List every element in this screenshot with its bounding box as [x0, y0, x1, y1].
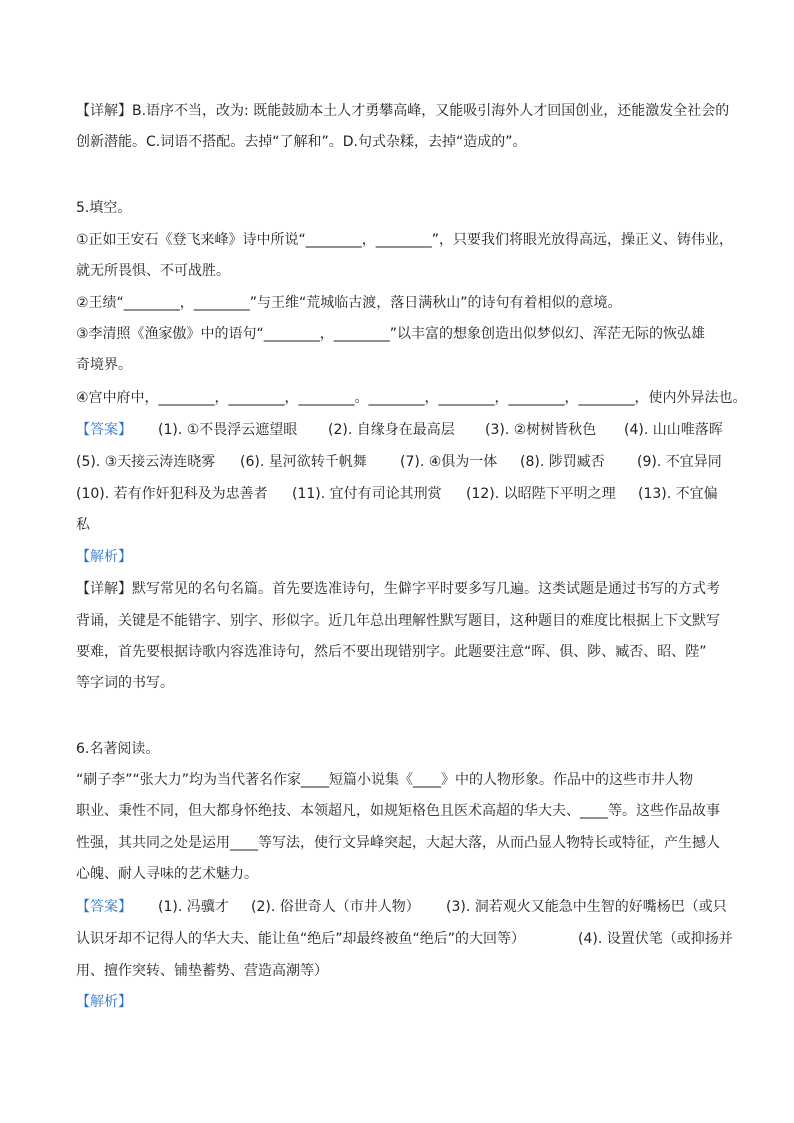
q5-answer-7: (7). ④俱为一体 — [400, 454, 498, 470]
q5-answer-4: (4). 山山唯落晖 — [624, 422, 723, 438]
q6-line-3: 性强，其共同之处是运用____等写法，使行文异峰突起，大起大落，从而凸显人物特长或特征，产生撼人 — [76, 835, 720, 851]
q6-answer-2: (2). 俗世奇人（市井人物） — [251, 899, 420, 915]
q5-title: 5.填空。 — [76, 200, 132, 216]
q5-answer-2: (2). 自缘身在最高层 — [328, 422, 455, 438]
q5-detail-line-2: 背诵，关键是不能错字、别字、形似字。近几年总出理解性默写题目，这种题目的难度比根据上下文默写 — [76, 613, 720, 629]
q5-line-1: ①正如王安石《登飞来峰》诗中所说“________，________”，只要我们将眼光放得高远，操正义、铸伟业， — [76, 232, 734, 248]
q5-answer-label: 【答案】 — [76, 422, 132, 438]
q5-line-5: 奇境界。 — [76, 357, 132, 373]
q6-line-1: “刷子李”“张大力”均为当代著名作家____短篇小说集《____》中的人物形象。作品中的这些市井人物 — [76, 772, 694, 788]
q5-line-6: ④宫中府中，________，________，________。________，________，________，________，使内外异法也。 — [76, 390, 747, 406]
q5-detail-line-4: 等字词的书写。 — [76, 675, 174, 691]
q5-answer-10: (10). 若有作奸犯科及为忠善者 — [76, 486, 268, 502]
q6-title: 6.名著阅读。 — [76, 741, 160, 757]
q5-answer-12: (12). 以昭陛下平明之理 — [466, 486, 616, 502]
q5-line-3: ②王绩“________，________”与王维“荒城临古渡，落日满秋山”的诗句有着相似的意境。 — [76, 295, 622, 311]
q6-answer-label: 【答案】 — [76, 899, 132, 915]
q6-answer-4-cont: 用、擅作突转、铺垫蓄势、营造高潮等） — [76, 963, 328, 979]
q5-answer-13: (13). 不宜偏 — [638, 486, 718, 502]
q6-answer-3-cont: 认识牙却不记得人的华大夫、能让鱼“绝后”却最终被鱼“绝后”的大回等） — [76, 931, 526, 947]
q5-answer-9: (9). 不宜异同 — [637, 454, 722, 470]
q6-line-4: 心魄、耐人寻味的艺术魅力。 — [76, 866, 258, 882]
q6-analysis-label: 【解析】 — [76, 994, 132, 1010]
q5-answer-tail: 私 — [76, 517, 90, 533]
q5-line-4: ③李清照《渔家傲》中的语句“________，________”以丰富的想象创造出似梦似幻、浑茫无际的恢弘雄 — [76, 326, 706, 342]
q6-answer-4: (4). 设置伏笔（或抑扬并 — [578, 931, 733, 947]
prev-detail-line-2: 创新潜能。C.词语不搭配。去掉“了解和”。D.句式杂糅，去掉“造成的”。 — [76, 134, 527, 150]
q5-detail-line-3: 要难，首先要根据诗歌内容选准诗句，然后不要出现错别字。此题要注意“晖、俱、陟、臧否、昭、陛” — [76, 644, 707, 660]
q5-answer-5: (5). ③天接云涛连晓雾 — [76, 454, 216, 470]
q5-answer-1: (1). ①不畏浮云遮望眼 — [158, 422, 298, 438]
q5-answer-6: (6). 星河欲转千帆舞 — [240, 454, 367, 470]
prev-detail-line-1: 【详解】B.语序不当，改为: 既能鼓励本土人才勇攀高峰，又能吸引海外人才回国创业，还能激发全社会的 — [76, 103, 730, 119]
q5-detail-line-1: 【详解】默写常见的名句名篇。首先要选准诗句，生僻字平时要多写几遍。这类试题是通过书写的方式考 — [76, 581, 720, 597]
q5-line-2: 就无所畏惧、不可战胜。 — [76, 263, 230, 279]
q5-answer-11: (11). 宜付有司论其刑赏 — [292, 486, 442, 502]
q5-answer-8: (8). 陟罚臧否 — [520, 454, 605, 470]
q6-answer-3: (3). 洞若观火又能急中生智的好嘴杨巴（或只 — [446, 899, 727, 915]
q5-analysis-label: 【解析】 — [76, 549, 132, 565]
q6-answer-1: (1). 冯骥才 — [158, 899, 229, 915]
q5-answer-3: (3). ②树树皆秋色 — [485, 422, 597, 438]
q6-line-2: 职业、秉性不同，但大都身怀绝技、本领超凡，如规矩格色且医术高超的华大夫、____等。这些作品故事 — [76, 803, 720, 819]
